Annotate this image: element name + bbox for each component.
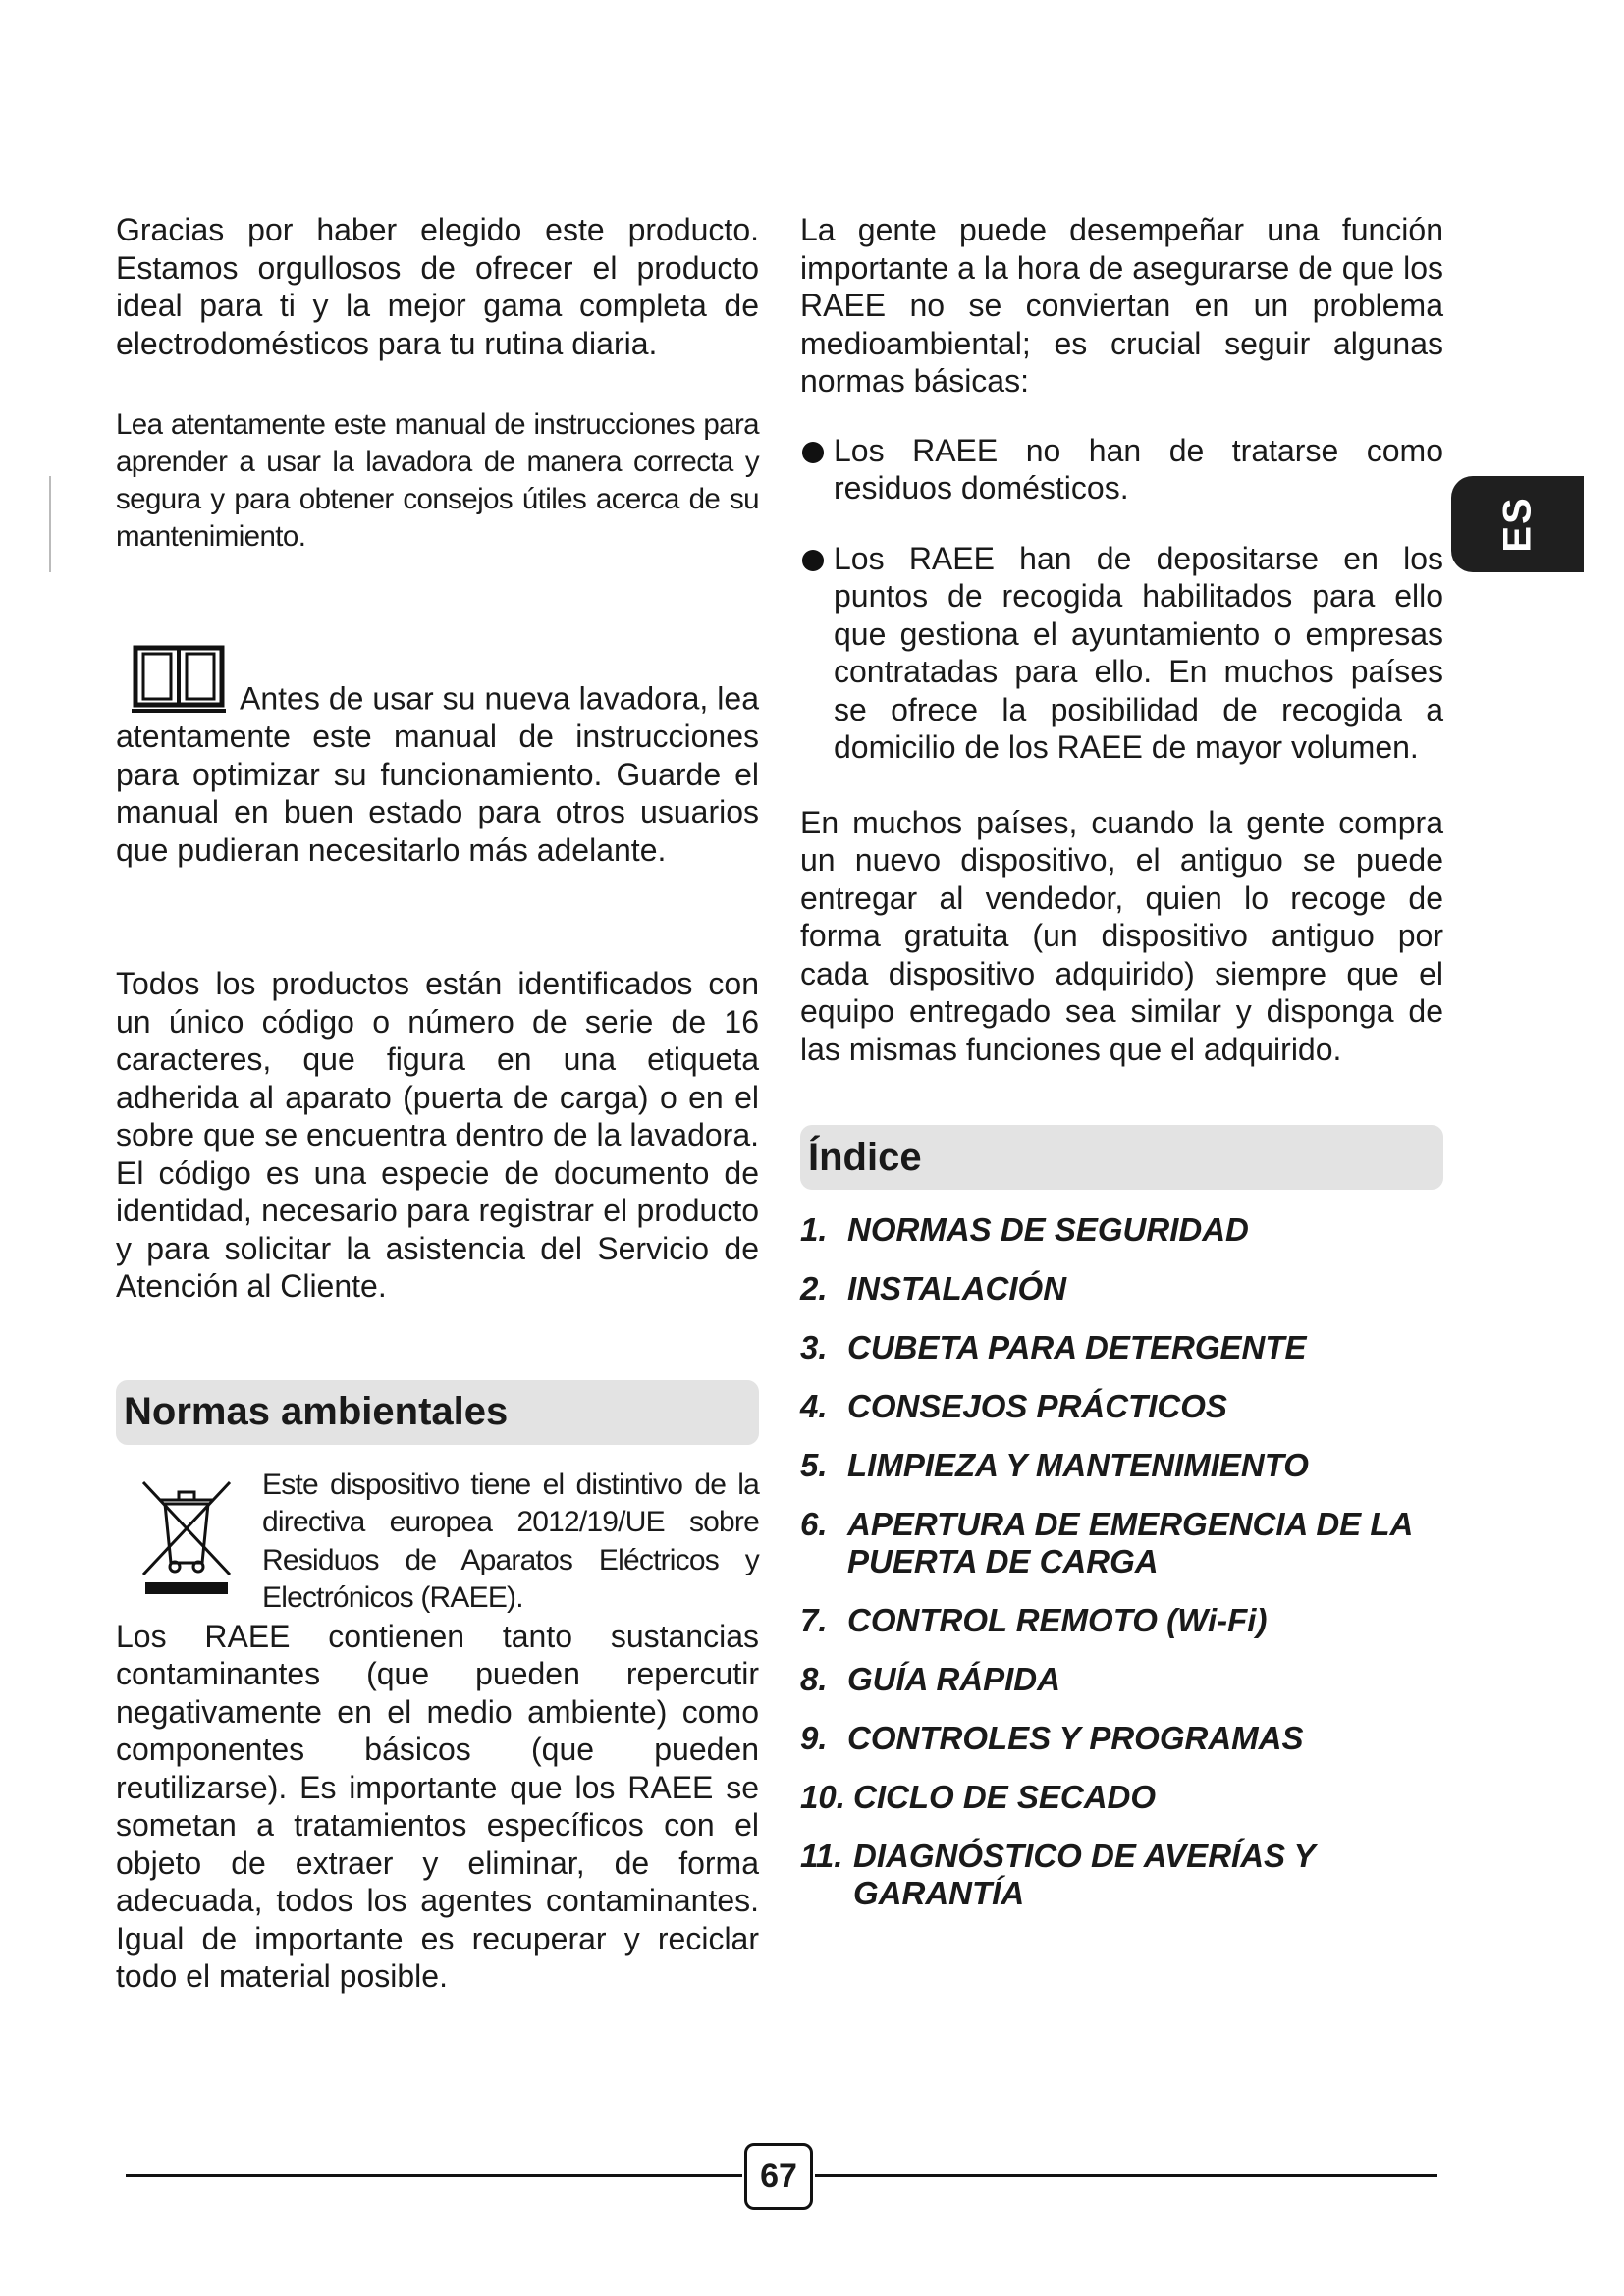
right-column (800, 211, 1443, 1934)
language-tab (1451, 476, 1584, 572)
toc-title: APERTURA DE EMERGENCIA DE LA PUERTA DE CARGA (847, 1506, 1413, 1579)
toc-number: 7. (800, 1602, 828, 1638)
toc-title: NORMAS DE SEGURIDAD (847, 1211, 1249, 1248)
toc-title: INSTALACIÓN (847, 1270, 1067, 1307)
return-policy-paragraph: En muchos países, cuando la gente compra un nuevo dispositivo, el antiguo se puede entregar al vendedor, quien lo recoge de forma gratuita (un dispositivo antiguo por cada dispositivo adquirido) siempre que el equipo entregado sea similar y disponga de las mismas funciones que el adquirido. (800, 804, 1443, 1067)
left-column (116, 211, 759, 1996)
toc-item[interactable] (800, 1388, 1443, 1425)
toc-title: GUÍA RÁPIDA (847, 1661, 1060, 1697)
serial-number-paragraph: Todos los productos están identificados con un único código o número de serie de 16 caracteres, que figura en una etiqueta adherida al aparato (puerta de carga) o en el sobre que se encuentra dentro de la lavadora. El código es una especie de documento de identidad, necesario para registrar el producto y para solicitar la asistencia del Servicio de Atención al Cliente. (116, 966, 759, 1304)
toc-item[interactable] (800, 1447, 1443, 1484)
manual-note-paragraph (116, 644, 759, 869)
toc-item[interactable] (800, 1661, 1443, 1698)
toc-number: 3. (800, 1329, 828, 1365)
read-manual-paragraph: Lea atentamente este manual de instrucciones para aprender a usar la lavadora de manera correcta y segura y para obtener consejos útiles acerca de su mantenimiento. (116, 408, 759, 553)
toc-item[interactable] (800, 1838, 1443, 1912)
toc-title: CONTROLES Y PROGRAMAS (847, 1720, 1304, 1756)
toc-number: 4. (800, 1388, 828, 1424)
env-section-heading (116, 1380, 759, 1445)
toc-number: 6. (800, 1506, 828, 1542)
people-role-paragraph: La gente puede desempeñar una función importante a la hora de asegurarse de que los RAEE no se conviertan en un problema medioambiental; es crucial seguir algunas normas básicas: (800, 212, 1443, 399)
weee-block (116, 1467, 759, 1996)
toc-item[interactable] (800, 1602, 1443, 1639)
env-heading-text: Normas ambientales (124, 1390, 509, 1433)
list-item: Los RAEE no han de tratarse como residuos domésticos. (800, 432, 1443, 507)
toc-item[interactable] (800, 1329, 1443, 1366)
footer-rule-left (126, 2174, 742, 2177)
manual-note-block (116, 644, 759, 869)
toc-item[interactable] (800, 1270, 1443, 1308)
page-number: 67 (744, 2143, 813, 2210)
toc-number: 11. (800, 1838, 843, 1874)
toc-item[interactable] (800, 1720, 1443, 1757)
toc-item[interactable] (800, 1506, 1443, 1580)
list-item: Los RAEE han de depositarse en los puntos de recogida habilitados para ello que gestiona el ayuntamiento o empresas contratadas para ello. En muchos países se ofrece la posibilidad de recogida a domicilio de los RAEE de mayor volumen. (800, 540, 1443, 767)
open-book-icon (130, 644, 228, 718)
crossed-bin-icon (137, 1476, 236, 1599)
toc-item[interactable] (800, 1211, 1443, 1249)
index-heading-text: Índice (808, 1135, 922, 1179)
toc-number: 5. (800, 1447, 828, 1483)
toc-item[interactable] (800, 1779, 1443, 1816)
intro-paragraph: Gracias por haber elegido este producto. Estamos orgullosos de ofrecer el producto ideal para ti y la mejor gama completa de electrodomésticos para tu rutina diaria. (116, 212, 759, 361)
toc-number: 2. (800, 1270, 828, 1307)
toc-title: CONTROL REMOTO (Wi-Fi) (847, 1602, 1268, 1638)
toc-number: 9. (800, 1720, 828, 1756)
weee-body-paragraph: Los RAEE contienen tanto sustancias contaminantes (que pueden repercutir negativamente en el medio ambiente) como componentes básicos (que pueden reutilizarse). Es importante que los RAEE se sometan a tratamientos específicos con el objeto de extraer y eliminar, de forma adecuada, todos los agentes contaminantes. Igual de importante es recuperar y reciclar todo el material posible. (116, 1618, 759, 1994)
table-of-contents (800, 1211, 1443, 1912)
toc-title: LIMPIEZA Y MANTENIMIENTO (847, 1447, 1309, 1483)
toc-title: CONSEJOS PRÁCTICOS (847, 1388, 1227, 1424)
weee-rules-list (800, 432, 1443, 767)
toc-title: DIAGNÓSTICO DE AVERÍAS Y GARANTÍA (853, 1838, 1316, 1911)
index-section-heading (800, 1125, 1443, 1190)
toc-number: 10. (800, 1779, 845, 1815)
toc-number: 8. (800, 1661, 828, 1697)
weee-badge-text: Este dispositivo tiene el distintivo de la directiva europea 2012/19/UE sobre Residuos de Aparatos Eléctricos y Electrónicos (RAEE). (262, 1468, 759, 1614)
toc-title: CUBETA PARA DETERGENTE (847, 1329, 1307, 1365)
toc-title: CICLO DE SECADO (853, 1779, 1157, 1815)
footer-rule-right (815, 2174, 1437, 2177)
margin-mark (49, 476, 51, 572)
manual-note-text: Antes de usar su nueva lavadora, lea atentamente este manual de instrucciones para optimizar su funcionamiento. Guarde el manual en buen estado para otros usuarios que pudieran necesitarlo más adelante. (116, 680, 759, 868)
toc-number: 1. (800, 1211, 828, 1248)
language-tab-label: ES (1495, 496, 1539, 553)
